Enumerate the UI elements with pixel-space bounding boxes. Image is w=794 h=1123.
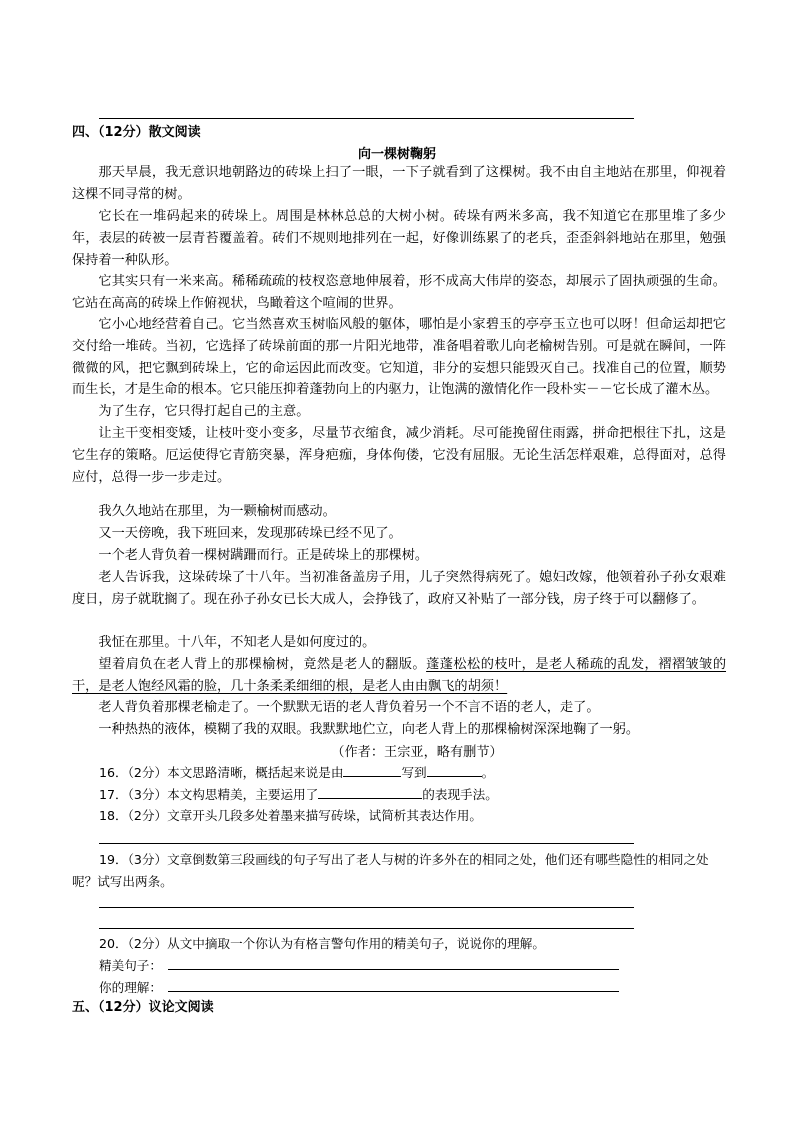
paragraph-4: 它小心地经营着自己。它当然喜欢玉树临风般的躯体，哪怕是小家碧玉的亭亭玉立也可以呀！但命运却把它交付给一堆砖。当初，它选择了砖垛前面的那一片阳光地带，准备唱着歌儿向老榆树告别。可是就在瞬间，一阵微微的风，把它飘到砖垛上，它的命运因此而改变。它知道，非分的妄想只能毁灭自己。找准自己的位置，顺势而生长，才是生命的根本。它只能压抑着蓬勃向上的内驱力，让饱满的激情化作一段朴实－－它长成了灌木丛。 bbox=[72, 317, 726, 398]
paragraph-12 bbox=[72, 654, 726, 698]
question-16-mid: 写到 bbox=[401, 765, 427, 780]
paragraph-3: 它其实只有一米来高。稀稀疏疏的枝杈恣意地伸展着，形不成高大伟岸的姿态，却展示了固执顽强的生命。它站在高高的砖垛上作俯视状，鸟瞰着这个喧闹的世界。 bbox=[72, 274, 726, 311]
author-note: （作者：王宗亚，略有删节） bbox=[331, 745, 503, 760]
paragraph-2: 它长在一堆码起来的砖垛上。周围是林林总总的大树小树。砖垛有两米多高，我不知道它在那里堆了多少年，表层的砖被一层青苔覆盖着。砖们不规则地排列在一起，好像训练累了的老兵，歪歪斜斜地站在那里，勉强保持着一种队形。 bbox=[72, 209, 726, 268]
question-19-answer-line-2[interactable] bbox=[99, 928, 634, 929]
question-17-end: 的表现手法。 bbox=[422, 787, 498, 802]
understanding-answer-line[interactable] bbox=[168, 991, 619, 992]
question-19: 19．（3分）文章倒数第三段画线的句子写出了老人与树的许多外在的相同之处，他们还有哪些隐性的相同之处呢？试写出两条。 bbox=[72, 852, 709, 889]
sentence-label: 精美句子： bbox=[99, 958, 162, 973]
question-20: 20．（2分）从文中摘取一个你认为有格言警句作用的精美句子，说说你的理解。 bbox=[99, 936, 545, 951]
question-16 bbox=[99, 762, 494, 784]
question-18: 18．（2分）文章开头几段多处着墨来描写砖垛，试简析其表达作用。 bbox=[99, 808, 482, 823]
question-16-blank-2[interactable] bbox=[427, 762, 482, 777]
paragraph-8: 又一天傍晚，我下班回来，发现那砖垛已经不见了。 bbox=[98, 526, 402, 541]
question-16-text: 16．（2分）本文思路清晰，概括起来说是由 bbox=[99, 765, 344, 780]
paragraph-6: 让主干变相变矮，让枝叶变小变多，尽量节衣缩食，减少消耗。尽可能挽留住雨露，拼命把根往下扎，这是它生存的策略。厄运使得它青筋突暴，浑身疤痂，身体佝偻，它没有屈服。无论生活怎样艰难，总得面对，总得应付，总得一步一步走过。 bbox=[72, 426, 726, 485]
paragraph-5: 为了生存，它只得打起自己的主意。 bbox=[98, 404, 310, 419]
essay-title: 向一棵树鞠躬 bbox=[357, 147, 436, 162]
question-16-end: 。 bbox=[481, 765, 495, 780]
question-17-blank[interactable] bbox=[318, 784, 422, 799]
paragraph-11: 我怔在那里。十八年，不知老人是如何度过的。 bbox=[98, 635, 376, 650]
section-5-heading: 五、（12分）议论文阅读 bbox=[72, 1000, 214, 1015]
question-18-answer-line[interactable] bbox=[99, 843, 634, 844]
paragraph-12-plain: 望着肩负在老人背上的那棵榆树，竟然是老人的翻版。 bbox=[98, 657, 427, 672]
section-4-heading: 四、（12分）散文阅读 bbox=[72, 125, 201, 140]
sentence-answer-line[interactable] bbox=[168, 969, 619, 970]
paragraph-14: 一种热热的液体，模糊了我的双眼。我默默地伫立，向老人背上的那棵榆树深深地鞠了一躬。 bbox=[98, 722, 640, 737]
paragraph-10: 老人告诉我，这垛砖垛了十八年。当初准备盖房子用，儿子突然得病死了。媳妇改嫁，他领着孙子孙女艰难度日，房子就耽搁了。现在孙子孙女已长大成人，会挣钱了，政府又补贴了一部分钱，房子终于可以翻修了。 bbox=[72, 570, 726, 607]
understanding-label: 你的理解： bbox=[99, 980, 162, 995]
underlined-sentence: 蓬蓬松松的枝叶，是老人稀疏的乱发，褶褶皱皱的干，是老人饱经风霜的脸，几十条柔柔细细的根，是老人由由飘飞的胡须！ bbox=[72, 657, 727, 694]
question-17-text: 17．（3分）本文构思精美，主要运用了 bbox=[99, 787, 319, 802]
paragraph-1: 那天早晨，我无意识地朝路边的砖垛上扫了一眼，一下子就看到了这棵树。我不由自主地站在那里，仰视着这棵不同寻常的树。 bbox=[72, 165, 726, 202]
paragraph-9: 一个老人背负着一棵树蹒跚而行。正是砖垛上的那棵树。 bbox=[98, 548, 429, 563]
top-answer-line bbox=[99, 118, 634, 119]
question-16-blank-1[interactable] bbox=[343, 762, 401, 777]
paragraph-13: 老人背负着那棵老榆走了。一个默默无语的老人背负着另一个不言不语的老人，走了。 bbox=[98, 700, 600, 715]
question-17 bbox=[99, 784, 498, 806]
paragraph-7: 我久久地站在那里，为一颗榆树而感动。 bbox=[98, 504, 336, 519]
question-19-answer-line-1[interactable] bbox=[99, 907, 634, 908]
